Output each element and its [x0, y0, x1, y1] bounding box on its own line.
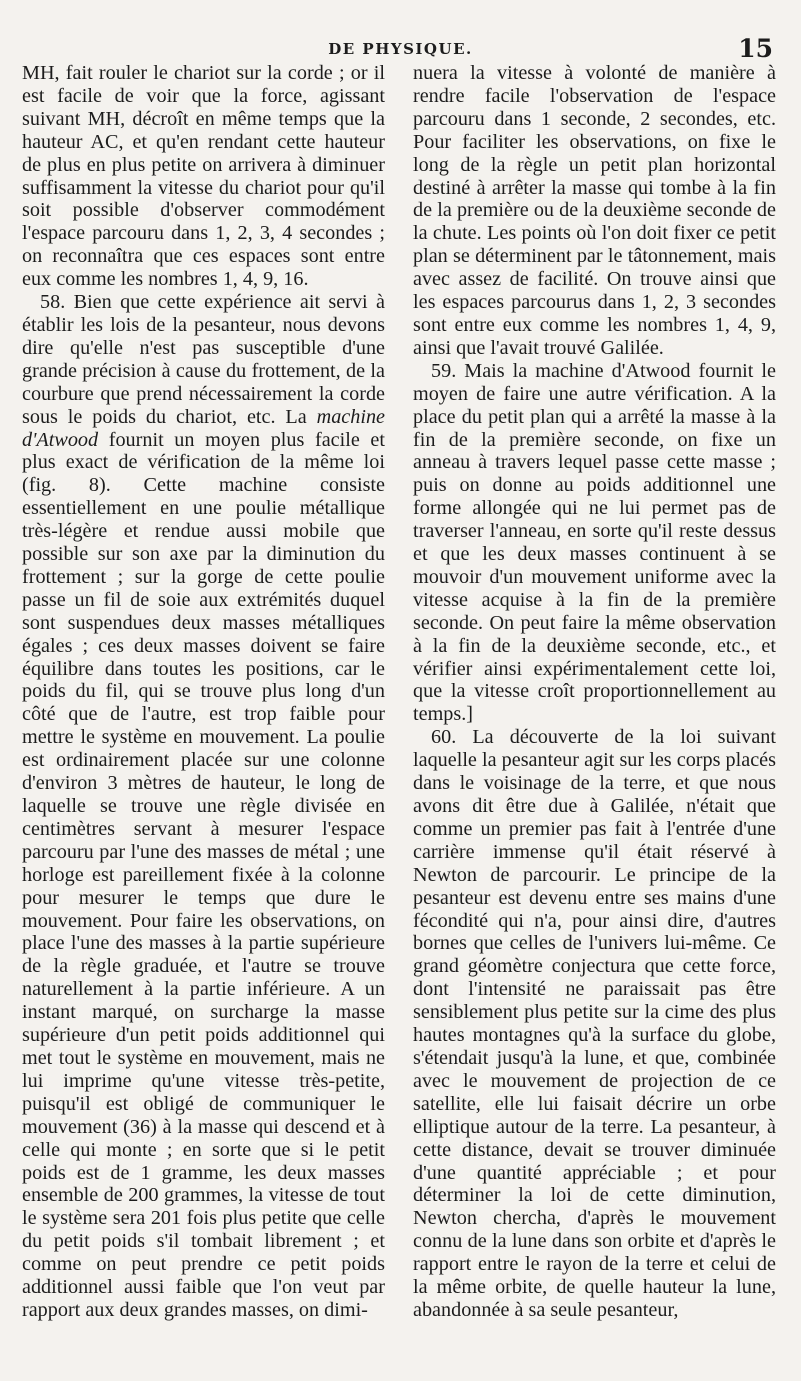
- paragraph-58-text-b: fournit un moyen plus facile et plus exact de vérification de la même loi (fig. 8). Cette machine consiste essentiellement en une poulie métallique très-légère et rendue aussi mobile que possible sur son axe par la diminution du frottement ; sur la gorge de cette poulie passe un fil de soie aux extrémités duquel sont suspendues deux masses métalliques égales ; ces deux masses doivent se faire équilibre dans toutes les positions, car le poids du fil, qui se trouve plus long d'un côté que de l'autre, est trop faible pour mettre le système en mouvement. La poulie est ordinairement placée sur une colonne d'environ 3 mètres de hauteur, le long de laquelle se trouve une règle divisée en centimètres servant à mesurer l'espace parcouru par l'une des masses de métal ; une horloge est pareillement fixée à la colonne pour mesurer le temps que dure le mouvement. Pour faire les observations, on place l'une des masses à la partie supérieure de la règle graduée, et l'autre se trouve naturellement à la partie inférieure. A un instant marqué, on surcharge la masse supérieure d'un petit poids additionnel qui met tout le système en mouvement, mais ne lui imprime qu'une vitesse très-petite, puisqu'il est obligé de communiquer le mouvement (36) à la masse qui descend et à celle qui monte ; en sorte que si le petit poids est de 1 gramme, les deux masses ensemble de 200 grammes, la vitesse de tout le système sera 201 fois plus petite que celle du petit poids s'il tombait librement ; et comme on peut prendre ce petit poids additionnel aussi faible que l'on veut par rapport aux deux grandes masses, on dimi-: [22, 428, 385, 1321]
- running-head: DE PHYSIQUE.: [328, 40, 473, 58]
- paragraph-58-italic-term: machine d'Atwood: [22, 405, 385, 451]
- paragraph-continued-right: nuera la vitesse à volonté de manière à rendre facile l'observation de l'espace parcouru dans 1 seconde, 2 secondes, etc. Pour faciliter les observations, on fixe le long de la règle un petit plan horizontal destiné à arrêter la masse qui tombe à la fin de la première ou de la deuxième seconde de la chute. Les points où l'on doit fixer ce petit plan se déterminent par le tâtonnement, mais avec assez de facilité. On trouve ainsi que les espaces parcourus dans 1, 2, 3 secondes sont entre eux comme les nombres 1, 4, 9, ainsi que l'avait trouvé Galilée.: [413, 62, 776, 359]
- paragraph-continued: MH, fait rouler le chariot sur la corde ; or il est facile de voir que la force, agissant suivant MH, décroît en même temps que la hauteur AC, et qu'en rendant cette hauteur de plus en plus petite on arrivera à diminuer suffisamment la vitesse du chariot pour qu'il soit possible d'observer commodément l'espace parcouru dans 1, 2, 3, 4 secondes ; on reconnaîtra que ces espaces sont entre eux comme les nombres 1, 4, 9, 16.: [22, 62, 385, 291]
- paragraph-59: 59. Mais la machine d'Atwood fournit le moyen de faire une autre vérification. A la place du petit plan qui a arrêté la masse à la fin de la première seconde, on fixe un anneau à travers lequel passe cette masse ; puis on donne au poids additionnel une forme allongée qui ne lui permet pas de traverser l'anneau, en sorte qu'il reste dessus et que les deux masses continuent à se mouvoir d'un mouvement uniforme avec la vitesse acquise à la fin de la première seconde. On peut faire la même observation à la fin de la deuxième seconde, etc., et vérifier ainsi expérimentalement cette loi, que la vitesse croît proportionnellement au temps.]: [413, 359, 776, 726]
- page-header: [0, 34, 801, 64]
- right-column: [413, 62, 776, 1322]
- left-column: [22, 62, 385, 1322]
- paragraph-60: 60. La découverte de la loi suivant laquelle la pesanteur agit sur les corps placés dans le voisinage de la terre, et que nous avons dit être due à Galilée, n'était que comme un premier pas fait à l'entrée d'une carrière immense qu'il était réservé à Newton de parcourir. Le principe de la pesanteur est devenu entre ses mains d'une fécondité qui n'a, pour ainsi dire, d'autres bornes que celles de l'univers lui-même. Ce grand géomètre conjectura que cette force, dont l'intensité ne paraissait pas être sensiblement plus petite sur la cime des plus hautes montagnes qu'à la surface du globe, s'étendait jusqu'à la lune, et que, combinée avec le mouvement de projection de ce satellite, elle lui faisait décrire un orbe elliptique autour de la terre. La pesanteur, à cette distance, devait se trouver diminuée d'une quantité appréciable ; et pour déterminer la loi de cette diminution, Newton chercha, d'après le mouvement connu de la lune dans son orbite et d'après le rapport entre le rayon de la terre et celui de la même orbite, de quelle hauteur la lune, abandonnée à sa seule pesanteur,: [413, 726, 776, 1321]
- paragraph-58: [22, 291, 385, 1322]
- paragraph-58-text-a: 58. Bien que cette expérience ait servi à établir les lois de la pesanteur, nous devons dire qu'elle n'est pas susceptible d'une grande précision à cause du frottement, de la courbure que prend nécessairement la corde sous le poids du chariot, etc. La: [22, 291, 385, 428]
- page-number: 15: [738, 34, 773, 63]
